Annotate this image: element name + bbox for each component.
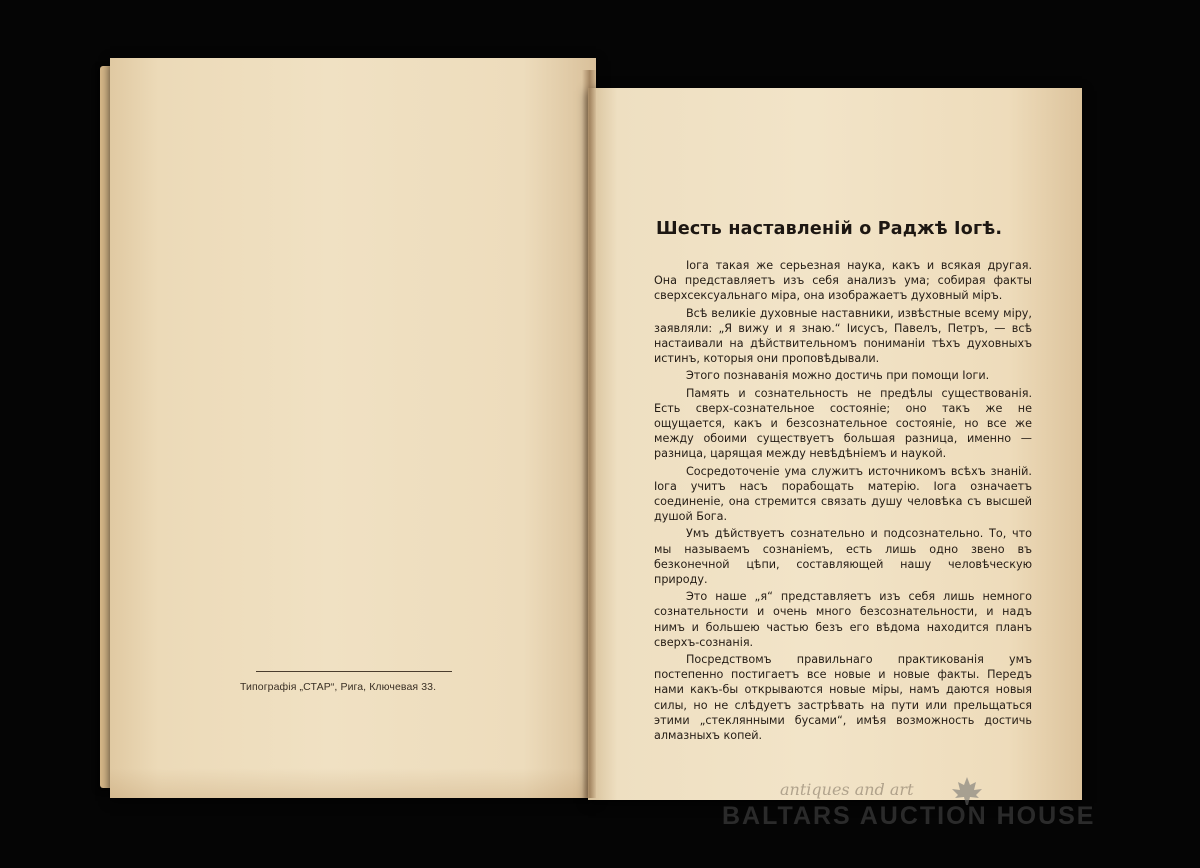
printer-imprint: Типографія „СТАР“, Рига, Ключевая 33.: [240, 681, 437, 693]
auction-watermark: [722, 780, 1112, 840]
paragraph: Посредствомъ правильнаго практикованія умъ постепенно постигаетъ все новые и новые факты. Передъ нами какъ-бы открываются новые міры, намъ даются новыя силы, но не слѣдуетъ застрѣвать на пути или прельщаться этими „стеклянными бусами“, имѣя возможность достичь алмазныхъ копей.: [654, 653, 1032, 743]
paragraph: Память и сознательность не предѣлы существованія. Есть сверх-сознательное состояніе; оно такъ же не ощущается, какъ и безсознательное состояніе, но все же между обоими существуетъ большая разница, именно — разница, царящая между невѣдѣніемъ и наукой.: [654, 386, 1032, 461]
paragraph: Этого познаванія можно достичь при помощи Іоги.: [686, 369, 990, 383]
watermark-script: antiques and art: [780, 780, 914, 799]
watermark-main: BALTARS AUCTION HOUSE: [722, 802, 1096, 830]
book-gutter: [582, 70, 596, 798]
paragraph: Всѣ великіе духовные наставники, извѣстные всему міру, заявляли: „Я вижу и я знаю.“ Іисусъ, Павелъ, Петръ, — всѣ настаивали на дѣйствительномъ пониманіи тѣхъ духовныхъ истинъ, которыя они проповѣдывали.: [654, 306, 1032, 366]
paragraph: Сосредоточеніе ума служитъ источникомъ всѣхъ знаній. Іога учитъ насъ порабощать матерію. Іога означаетъ соединеніе, она стремится связать душу человѣка съ высшей душой Бога.: [654, 464, 1032, 524]
paragraph: Іога такая же серьезная наука, какъ и всякая другая. Она представляетъ изъ себя анализъ ума; собирая факты сверхсексуальнаго міра, она изображаетъ духовный міръ.: [654, 259, 1032, 303]
chapter-title: Шесть наставленій о Раджѣ Іогѣ.: [656, 219, 1003, 239]
paragraph: Умъ дѣйствуетъ сознательно и подсознательно. То, что мы называемъ сознаніемъ, есть лишь одно звено въ безконечной цѣпи, составляющей нашу человѣческую природу.: [654, 527, 1032, 587]
imprint-rule: [256, 671, 452, 672]
body-text: [654, 258, 1032, 745]
paragraph: Это наше „я“ представляетъ изъ себя лишь немного сознательности и очень много безсознательности, и надъ нимъ и большею частью безъ его вѣдома находится планъ сверхъ-сознанія.: [654, 590, 1032, 649]
